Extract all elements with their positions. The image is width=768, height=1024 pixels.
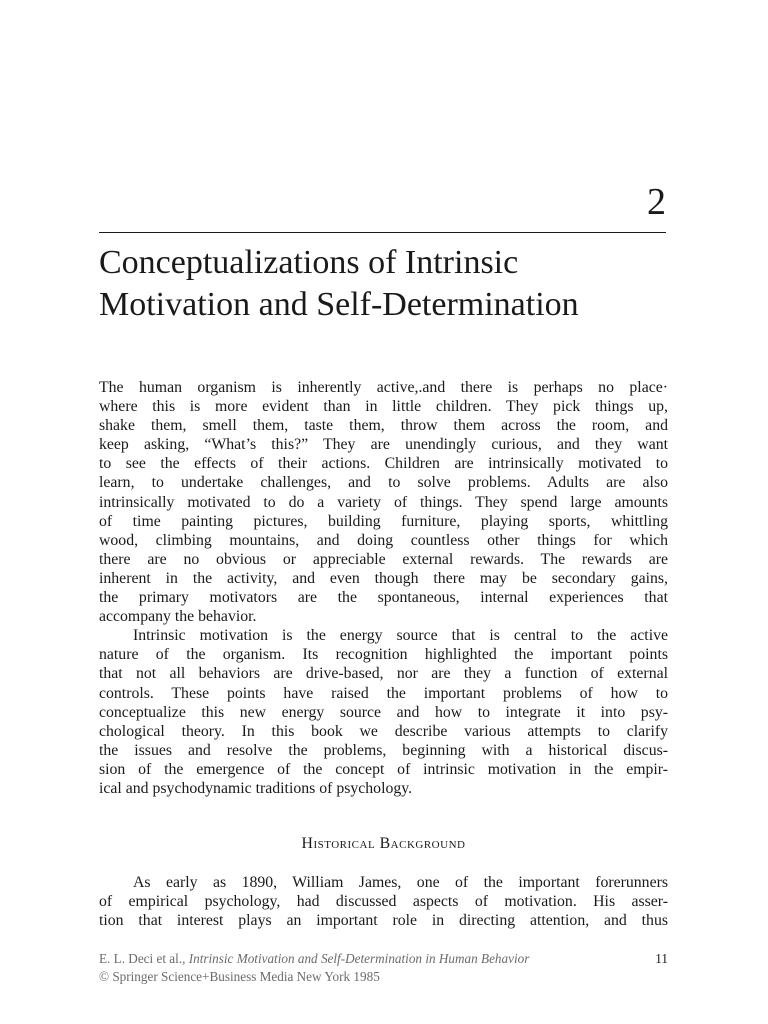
text-line: the primary motivators are the spontaneous, internal experiences that [99, 589, 668, 607]
text-line: tion that interest plays an important role in directing attention, and thus [99, 912, 668, 930]
page-number: 11 [655, 951, 668, 966]
text-line: to see the effects of their actions. Children are intrinsically motivated to [99, 455, 668, 473]
text-line: where this is more evident than in little children. They pick things up, [99, 398, 668, 416]
text-line: that not all behaviors are drive-based, nor are they a function of external [99, 665, 668, 683]
text-line: of empirical psychology, had discussed aspects of motivation. His asser- [99, 893, 668, 911]
chapter-number: 2 [647, 181, 666, 223]
text-line: shake them, smell them, taste them, throw them across the room, and [99, 417, 668, 435]
text-line: there are no obvious or appreciable external rewards. The rewards are [99, 550, 668, 568]
footer-copyright: © Springer Science+Business Media New York 1985 [99, 969, 380, 984]
text-line: sion of the emergence of the concept of intrinsic motivation in the empir- [99, 760, 668, 778]
chapter-title [99, 242, 699, 326]
text-line: keep asking, “What’s this?” They are unendingly curious, and they want [99, 436, 668, 454]
text-line: As early as 1890, William James, one of the important forerunners [133, 874, 668, 891]
text-line: controls. These points have raised the important problems of how to [99, 684, 668, 702]
chapter-rule [99, 232, 666, 233]
text-line: inherent in the activity, and even though there may be secondary gains, [99, 569, 668, 587]
text-line: chological theory. In this book we describe various attempts to clarify [99, 722, 668, 740]
text-line: intrinsically motivated to do a variety of things. They spend large amounts [99, 493, 668, 511]
text-line: nature of the organism. Its recognition highlighted the important points [99, 646, 668, 664]
chapter-title-line: Motivation and Self-Determination [99, 286, 579, 323]
text-line: wood, climbing mountains, and doing countless other things for which [99, 531, 668, 549]
chapter-title-line: Conceptualizations of Intrinsic [99, 244, 519, 281]
text-line: learn, to undertake challenges, and to solve problems. Adults are also [99, 474, 668, 492]
text-line: conceptualize this new energy source and how to integrate it into psy- [99, 703, 668, 721]
text-line: accompany the behavior. [99, 608, 257, 626]
footer-authors: E. L. Deci et al., [99, 951, 189, 966]
intro-text [99, 378, 668, 798]
footer-book-title: Intrinsic Motivation and Self-Determination in Human Behavior [188, 951, 530, 966]
text-line: the issues and resolve the problems, beginning with a historical discus- [99, 741, 668, 759]
text-line: of time painting pictures, building furniture, playing sports, whittling [99, 512, 668, 530]
section-heading: Historical Background [301, 835, 466, 852]
footer-citation [99, 950, 668, 968]
text-line: Intrinsic motivation is the energy source that is central to the active [133, 627, 668, 645]
section-text [99, 873, 668, 930]
text-line: ical and psychodynamic traditions of psychology. [99, 779, 413, 797]
page-footer [99, 950, 668, 986]
text-line: The human organism is inherently active,.and there is perhaps no place· [99, 379, 668, 396]
